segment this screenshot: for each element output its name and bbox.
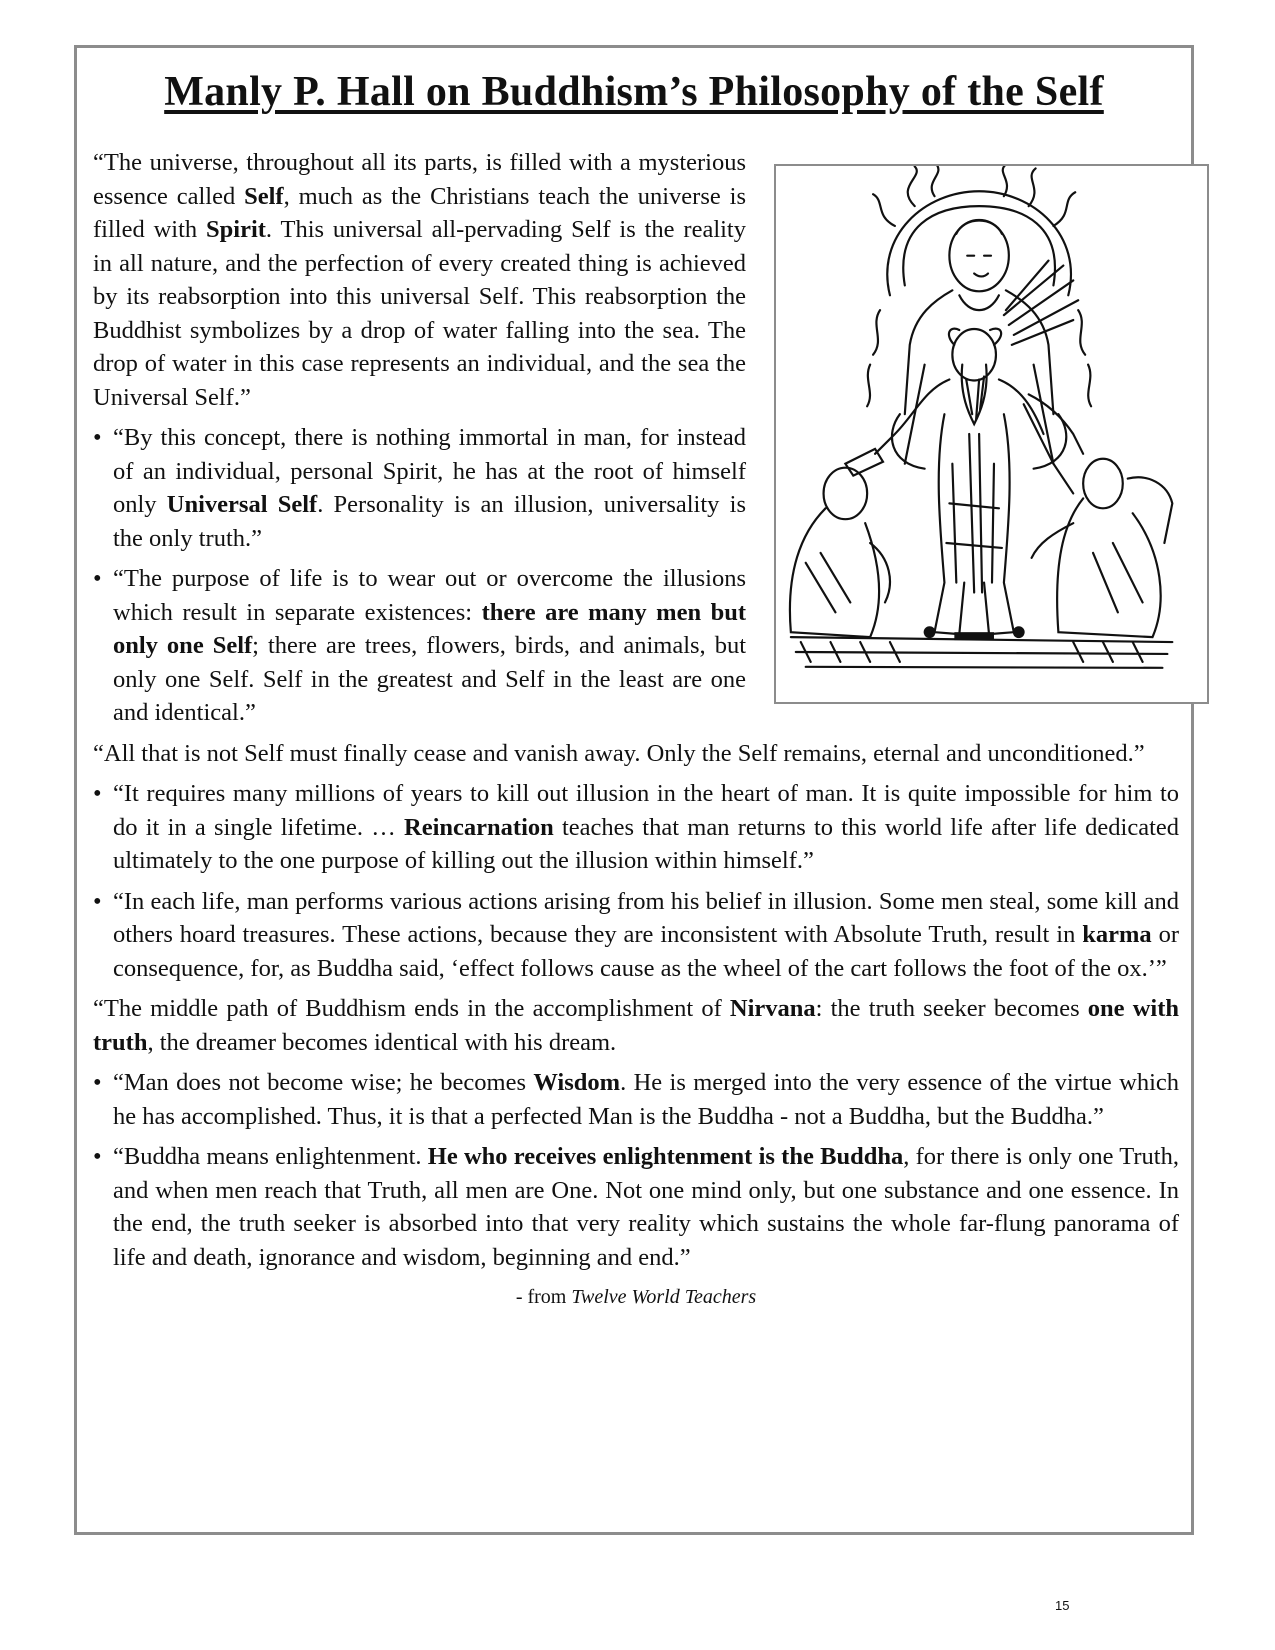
bullet-item-2 xyxy=(93,562,1179,730)
bold-term: Self xyxy=(244,182,284,210)
bullet-dot-icon: • xyxy=(93,780,102,807)
text-segment: . He is merged into the very essence of the virtue which he has accomplished. Thus, it is that a perfected Man is the Buddha - not a Buddha, but the Buddha.” xyxy=(113,1069,1180,1130)
text-segment: “By this concept, there is nothing immortal in man, for instead of an individual, personal Spirit, he has at the root of himself only xyxy=(113,424,746,518)
bold-term: Universal Self xyxy=(166,491,318,518)
bullet-dot-icon: • xyxy=(93,565,102,592)
text-segment: : the truth seeker becomes xyxy=(815,995,1088,1022)
bullet-item-3 xyxy=(93,777,1179,878)
bold-term: Spirit xyxy=(206,216,266,243)
text-segment: , for there is only one Truth, and when men reach that Truth, all men are One. Not one mind only, but one substance and one essence. In the end, the truth seeker is absorbed into that very reality which sustains the whole far-flung panorama of life and death, ignorance and wisdom, beginning and end.” xyxy=(113,1143,1179,1271)
bullet-dot-icon: • xyxy=(93,1143,102,1170)
quote-paragraph-3 xyxy=(93,992,1179,1059)
text-segment: “Buddha means enlightenment. xyxy=(113,1143,428,1170)
quote-paragraph-2 xyxy=(93,737,1179,771)
bullet-dot-icon: • xyxy=(93,887,102,915)
bullet-item-6 xyxy=(93,1140,1179,1274)
source-work-title: Twelve World Teachers xyxy=(571,1286,757,1308)
text-segment: “Man does not become wise; he becomes xyxy=(113,1069,534,1096)
page-number: 15 xyxy=(1055,1598,1070,1613)
bold-term: there are many men but only one Self xyxy=(113,598,746,659)
text-segment: “In each life, man performs various actions arising from his belief in illusion. Some men steal, some kill and others hoard treasures. These actions, because they are inconsistent with Absolute Truth, result in xyxy=(113,887,1179,948)
bold-term: Reincarnation xyxy=(404,813,554,841)
text-segment: , much as the Christians teach the universe is filled with xyxy=(93,182,746,243)
source-attribution xyxy=(93,1281,1179,1315)
bullet-item-5 xyxy=(93,1066,1179,1133)
bold-term: karma xyxy=(1082,921,1152,948)
text-segment: “The middle path of Buddhism ends in the accomplishment of xyxy=(93,995,730,1022)
bold-term: He who receives enlightenment is the Buddha xyxy=(427,1143,904,1170)
page-frame xyxy=(74,45,1194,1535)
bullet-item-1 xyxy=(93,421,1179,555)
text-segment: teaches that man returns to this world life after life dedicated ultimately to the one purpose of killing out the illusion within himself.” xyxy=(113,813,1179,874)
article-body xyxy=(93,146,1179,1315)
text-segment: “All that is not Self must finally cease and vanish away. Only the Self remains, eternal and unconditioned.” xyxy=(93,739,1145,767)
text-segment: ; there are trees, flowers, birds, and animals, but only one Self. Self in the greatest and Self in the least are one and identical.” xyxy=(113,632,746,726)
bullet-dot-icon: • xyxy=(93,1069,102,1096)
text-segment: “The universe, throughout all its parts, is filled with a mysterious essence called xyxy=(93,149,746,210)
text-segment: “The purpose of life is to wear out or overcome the illusions which result in separate existences: xyxy=(113,565,746,626)
bold-term: Wisdom xyxy=(533,1069,621,1096)
page-title: Manly P. Hall on Buddhism’s Philosophy of the Self xyxy=(164,69,1104,115)
text-segment: . Personality is an illusion, universality is the only truth.” xyxy=(113,491,746,552)
bullet-dot-icon: • xyxy=(93,424,102,451)
text-segment: , the dreamer becomes identical with his dream. xyxy=(147,1028,617,1056)
text-segment: “It requires many millions of years to kill out illusion in the heart of man. It is quite impossible for him to do it in a single lifetime. … xyxy=(113,780,1179,841)
bullet-item-4 xyxy=(93,885,1179,986)
text-segment: . This universal all-pervading Self is the reality in all nature, and the perfection of every created thing is achieved by its reabsorption into this universal Self. This reabsorption the Buddhist symbolizes by a drop of water falling into the sea. The drop of water in this case represents an individual, and the sea the Universal Self.” xyxy=(93,216,746,411)
source-prefix: - from xyxy=(515,1286,572,1308)
bold-term: one with truth xyxy=(93,995,1179,1056)
text-segment: or consequence, for, as Buddha said, ‘effect follows cause as the wheel of the cart follows the foot of the ox.’” xyxy=(113,921,1179,982)
bold-term: Nirvana xyxy=(729,995,816,1022)
